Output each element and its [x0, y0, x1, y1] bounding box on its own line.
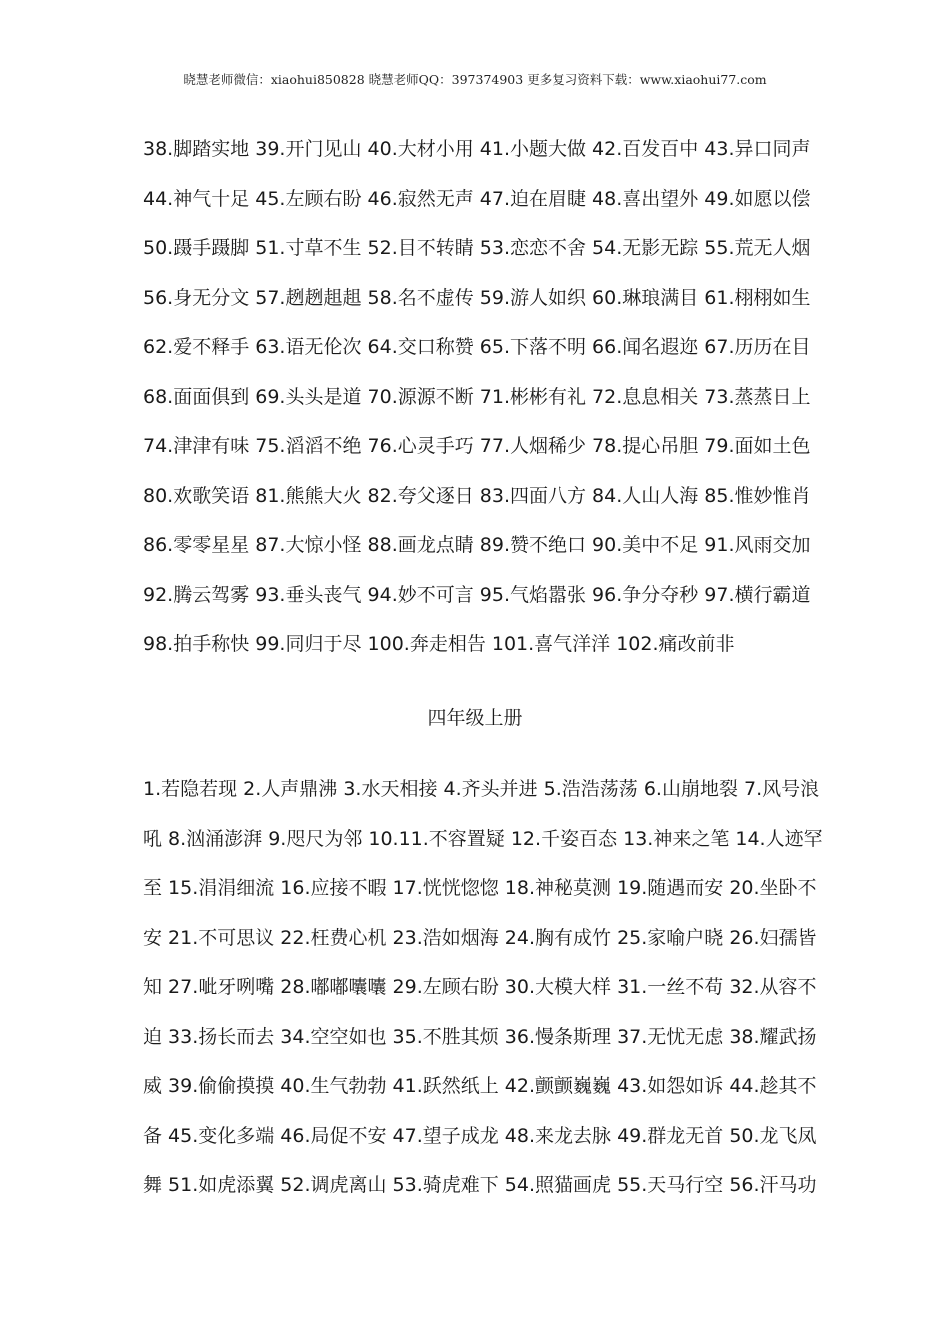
- text-line: 62.爱不释手 63.语无伦次 64.交口称赞 65.下落不明 66.闻名遐迩 67.历历在目: [143, 336, 811, 358]
- text-line: 44.神气十足 45.左顾右盼 46.寂然无声 47.迫在眉睫 48.喜出望外 49.如愿以偿: [143, 187, 811, 210]
- idiom-list-grade4: [143, 765, 823, 1211]
- page-header: 晓慧老师微信：xiaohui850828 晓慧老师QQ：397374903 更多复习资料下载：www.xiaohui77.com: [183, 72, 767, 87]
- idiom-list-continued: [143, 125, 823, 670]
- text-line: 备 45.变化多端 46.局促不安 47.望子成龙 48.来龙去脉 49.群龙无首 50.龙飞凤: [143, 1124, 817, 1147]
- text-line: 68.面面俱到 69.头头是道 70.源源不断 71.彬彬有礼 72.息息相关 73.蒸蒸日上: [143, 385, 811, 408]
- text-line: 86.零零星星 87.大惊小怪 88.画龙点睛 89.赞不绝口 90.美中不足 91.风雨交加: [143, 534, 811, 556]
- text-line: 1.若隐若现 2.人声鼎沸 3.水天相接 4.齐头并进 5.浩浩荡荡 6.山崩地裂 7.风号浪: [143, 778, 820, 800]
- text-line: 知 27.呲牙咧嘴 28.嘟嘟囔囔 29.左顾右盼 30.大模大样 31.一丝不苟 32.从容不: [143, 976, 817, 998]
- text-line: 威 39.偷偷摸摸 40.生气勃勃 41.跃然纸上 42.颤颤巍巍 43.如怨如诉 44.趁其不: [143, 1075, 817, 1097]
- text-line: 56.身无分文 57.趔趔趄趄 58.名不虚传 59.游人如织 60.琳琅满目 61.栩栩如生: [143, 286, 811, 309]
- text-line: 50.蹑手蹑脚 51.寸草不生 52.目不转睛 53.恋恋不舍 54.无影无踪 55.荒无人烟: [143, 237, 811, 259]
- text-line: 92.腾云驾雾 93.垂头丧气 94.妙不可言 95.气焰嚣张 96.争分夺秒 97.横行霸道: [143, 583, 811, 606]
- text-line: 吼 8.汹涌澎湃 9.咫尺为邻 10.11.不容置疑 12.千姿百态 13.神来之笔 14.人迹罕: [143, 827, 823, 850]
- section-heading: 四年级上册: [427, 707, 523, 729]
- text-line: 74.津津有味 75.滔滔不绝 76.心灵手巧 77.人烟稀少 78.提心吊胆 79.面如土色: [143, 435, 811, 457]
- text-line: 安 21.不可思议 22.枉费心机 23.浩如烟海 24.胸有成竹 25.家喻户晓 26.妇孺皆: [143, 926, 817, 949]
- text-line: 舞 51.如虎添翼 52.调虎离山 53.骑虎难下 54.照猫画虎 55.天马行空 56.汗马功: [143, 1174, 817, 1196]
- text-line: 至 15.涓涓细流 16.应接不暇 17.恍恍惚惚 18.神秘莫测 19.随遇而安 20.坐卧不: [143, 877, 817, 899]
- text-line: 98.拍手称快 99.同归于尽 100.奔走相告 101.喜气洋洋 102.痛改前非: [143, 633, 735, 655]
- text-line: 迫 33.扬长而去 34.空空如也 35.不胜其烦 36.慢条斯理 37.无忧无虑 38.耀武扬: [143, 1025, 817, 1048]
- text-line: 80.欢歌笑语 81.熊熊大火 82.夸父逐日 83.四面八方 84.人山人海 85.惟妙惟肖: [143, 484, 811, 507]
- text-line: 38.脚踏实地 39.开门见山 40.大材小用 41.小题大做 42.百发百中 43.异口同声: [143, 138, 811, 160]
